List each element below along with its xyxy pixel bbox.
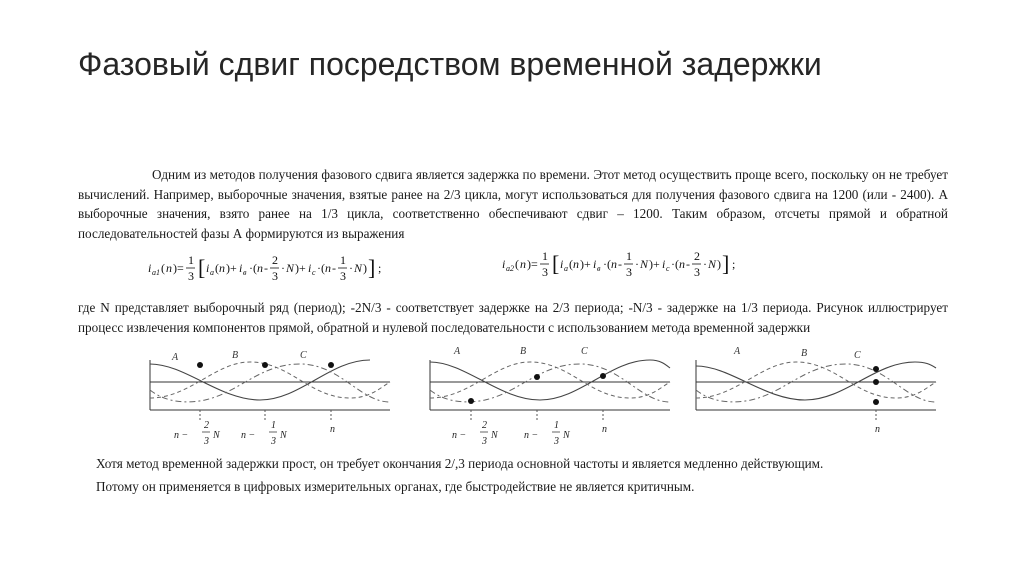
svg-text:)+: )+ <box>295 261 306 275</box>
svg-text:·: · <box>635 257 639 271</box>
panel2-label-b: B <box>520 346 527 357</box>
panel2-label-a: A <box>454 346 461 357</box>
panel3-label-b: B <box>801 348 808 359</box>
svg-text:]: ] <box>722 251 730 276</box>
panel3-tick-n: n <box>875 424 880 435</box>
svg-text:[: [ <box>198 255 206 280</box>
svg-text:·(: ·( <box>603 257 611 271</box>
svg-text:3: 3 <box>482 436 487 447</box>
panel3-label-a: A <box>734 346 741 357</box>
svg-text:·: · <box>281 261 285 275</box>
svg-text:n: n <box>520 257 526 271</box>
svg-text:)+: )+ <box>580 257 591 271</box>
panel1-sample-3 <box>328 362 334 368</box>
panel3-label-c: C <box>854 350 861 361</box>
svg-text:N: N <box>213 430 220 441</box>
svg-text:·: · <box>703 257 707 271</box>
svg-text:-: - <box>686 257 690 271</box>
panel3-sample-3 <box>873 399 879 405</box>
svg-text:·(: ·( <box>671 257 679 271</box>
svg-text:c: c <box>666 264 670 273</box>
svg-text:1: 1 <box>542 249 548 263</box>
svg-text:N: N <box>491 430 498 441</box>
svg-text:N: N <box>563 430 570 441</box>
panel1-sample-2 <box>262 362 268 368</box>
svg-text:(: ( <box>515 257 519 271</box>
svg-text:n −: n − <box>524 430 539 441</box>
svg-text:N: N <box>286 261 295 275</box>
svg-text:-: - <box>264 261 268 275</box>
svg-text:a: a <box>210 268 214 277</box>
svg-text:i: i <box>206 261 210 275</box>
svg-text:-: - <box>332 261 336 275</box>
svg-text:n −: n − <box>452 430 467 441</box>
svg-text:1: 1 <box>340 253 346 267</box>
svg-text:): ) <box>717 257 721 271</box>
svg-text:i: i <box>560 257 564 271</box>
svg-text:i: i <box>662 257 666 271</box>
svg-text:n: n <box>166 261 172 275</box>
svg-text:n: n <box>219 261 225 275</box>
intro-text: Одним из методов получения фазового сдвига является задержка по времени. Этот метод осуществить проще всего, поскольку он не требует вычислений. Например, выборочные значения, взятые ранее на 2/3 цикла, могут использоваться для получения фазового сдвига на 1200 (или - 2400). А выборочные значения, взято ранее на 1/3 цикла, соответственно обеспечивают сдвиг – 1200. Таким образом, отсчеты прямой и обратной последовательностей фазы А формируются из выражения <box>78 167 948 241</box>
panel2-sample-2 <box>534 374 540 380</box>
svg-text:(: ( <box>569 257 573 271</box>
svg-text:N: N <box>708 257 717 271</box>
svg-text:3: 3 <box>626 265 632 279</box>
svg-text:1: 1 <box>271 420 276 431</box>
svg-text:)=: )= <box>527 257 538 271</box>
svg-text:N: N <box>640 257 649 271</box>
svg-text:1: 1 <box>626 249 632 263</box>
svg-text:;: ; <box>378 261 382 275</box>
svg-text:)=: )= <box>173 261 184 275</box>
svg-text:1: 1 <box>554 420 559 431</box>
svg-text:3: 3 <box>272 269 278 283</box>
panel1-label-c: C <box>300 350 307 361</box>
svg-text:3: 3 <box>188 269 194 283</box>
svg-text:)+: )+ <box>649 257 660 271</box>
svg-text:·(: ·( <box>317 261 325 275</box>
explanation-paragraph: где N представляет выборочный ряд (период); -2N/3 - соответствует задержке на 2/3 периода; -N/3 - задержке на 1/3 периода. Рисунок иллюстрирует процесс извлечения компонентов прямой, обратной и нулевой последовательности с использованием метода временной задержки <box>78 300 948 335</box>
svg-text:2: 2 <box>694 249 700 263</box>
intro-paragraph <box>78 165 948 243</box>
svg-text:)+: )+ <box>226 261 237 275</box>
svg-text:N: N <box>280 430 287 441</box>
svg-text:3: 3 <box>204 436 209 447</box>
svg-text:i: i <box>593 257 597 271</box>
svg-text:в: в <box>243 268 247 277</box>
svg-text:n: n <box>611 257 617 271</box>
svg-text:-: - <box>618 257 622 271</box>
slide-title: Фазовый сдвиг посредством временной задержки <box>78 46 822 82</box>
formula-inverse-sequence <box>502 240 752 286</box>
panel2-sample-1 <box>468 398 474 404</box>
svg-text:2: 2 <box>272 253 278 267</box>
svg-text:n: n <box>257 261 263 275</box>
svg-text:]: ] <box>368 255 376 280</box>
svg-text:2: 2 <box>482 420 487 431</box>
svg-text:n: n <box>679 257 685 271</box>
svg-text:3: 3 <box>554 436 559 447</box>
svg-text:3: 3 <box>694 265 700 279</box>
svg-text:n −: n − <box>241 430 256 441</box>
svg-text:3: 3 <box>271 436 276 447</box>
panel1-label-a: A <box>172 352 179 363</box>
panel2-sample-3 <box>600 373 606 379</box>
svg-text:(: ( <box>161 261 165 275</box>
panel1-tick-n: n <box>330 424 335 435</box>
svg-text:2: 2 <box>204 420 209 431</box>
svg-text:3: 3 <box>542 265 548 279</box>
panel1-sample-1 <box>197 362 203 368</box>
svg-text:[: [ <box>552 251 560 276</box>
panel2-label-c: C <box>581 346 588 357</box>
panel2-tick-n: n <box>602 424 607 435</box>
panel1-label-b: B <box>232 350 239 361</box>
svg-text:(: ( <box>215 261 219 275</box>
svg-text:N: N <box>354 261 363 275</box>
svg-text:·: · <box>349 261 353 275</box>
svg-text:): ) <box>363 261 367 275</box>
formula-direct-sequence <box>148 244 398 290</box>
svg-text:·(: ·( <box>249 261 257 275</box>
svg-text:i: i <box>308 261 312 275</box>
svg-text:c: c <box>312 268 316 277</box>
svg-text:;: ; <box>732 257 736 271</box>
svg-text:i: i <box>502 257 506 271</box>
panel3-sample-2 <box>873 379 879 385</box>
conclusion-paragraph <box>96 452 946 498</box>
svg-text:n: n <box>325 261 331 275</box>
svg-text:1: 1 <box>188 253 194 267</box>
svg-text:a: a <box>564 264 568 273</box>
svg-text:a1: a1 <box>152 268 160 277</box>
svg-text:n −: n − <box>174 430 189 441</box>
svg-text:a2: a2 <box>506 264 514 273</box>
svg-text:i: i <box>239 261 243 275</box>
conclusion-line-2: Потому он применяется в цифровых измерительных органах, где быстродействие не является критичным. <box>96 479 695 494</box>
svg-text:3: 3 <box>340 269 346 283</box>
svg-text:n: n <box>573 257 579 271</box>
conclusion-line-1: Хотя метод временной задержки прост, он требует окончания 2/,3 периода основной частоты и является медленно действующим. <box>96 456 824 471</box>
svg-text:в: в <box>597 264 601 273</box>
panel3-sample-1 <box>873 366 879 372</box>
phase-diagrams-figure <box>140 340 940 452</box>
svg-text:i: i <box>148 261 152 275</box>
